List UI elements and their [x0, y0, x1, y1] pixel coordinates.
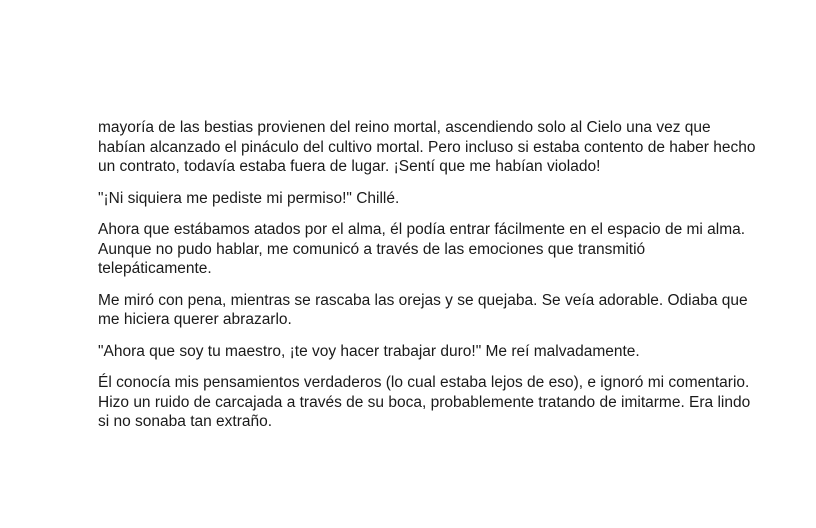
paragraph-5: "Ahora que soy tu maestro, ¡te voy hacer trabajar duro!" Me reí malvadamente. — [98, 342, 640, 360]
paragraph-6: Él conocía mis pensamientos verdaderos (lo cual estaba lejos de eso), e ignoró mi comentario. Hizo un ruido de carcajada a través de su boca, probablemente tratando de imitarme. Era lindo si no sonaba tan extraño. — [98, 374, 751, 430]
paragraph-3: Ahora que estábamos atados por el alma, él podía entrar fácilmente en el espacio de mi alma. Aunque no pudo hablar, me comunicó a través de las emociones que transmitió telepáticamente. — [98, 221, 746, 277]
paragraph-1: mayoría de las bestias provienen del reino mortal, ascendiendo solo al Cielo una vez que habían alcanzado el pináculo del cultivo mortal. Pero incluso si estaba contento de haber hecho un contrato, todavía estaba fuera de lugar. ¡Sentí que me habían violado! — [98, 119, 756, 175]
paragraph-4: Me miró con pena, mientras se rascaba las orejas y se quejaba. Se veía adorable. Odiaba que me hiciera querer abrazarlo. — [98, 291, 748, 328]
paragraph-2: "¡Ni siquiera me pediste mi permiso!" Chillé. — [98, 189, 400, 207]
document-text — [98, 118, 758, 444]
